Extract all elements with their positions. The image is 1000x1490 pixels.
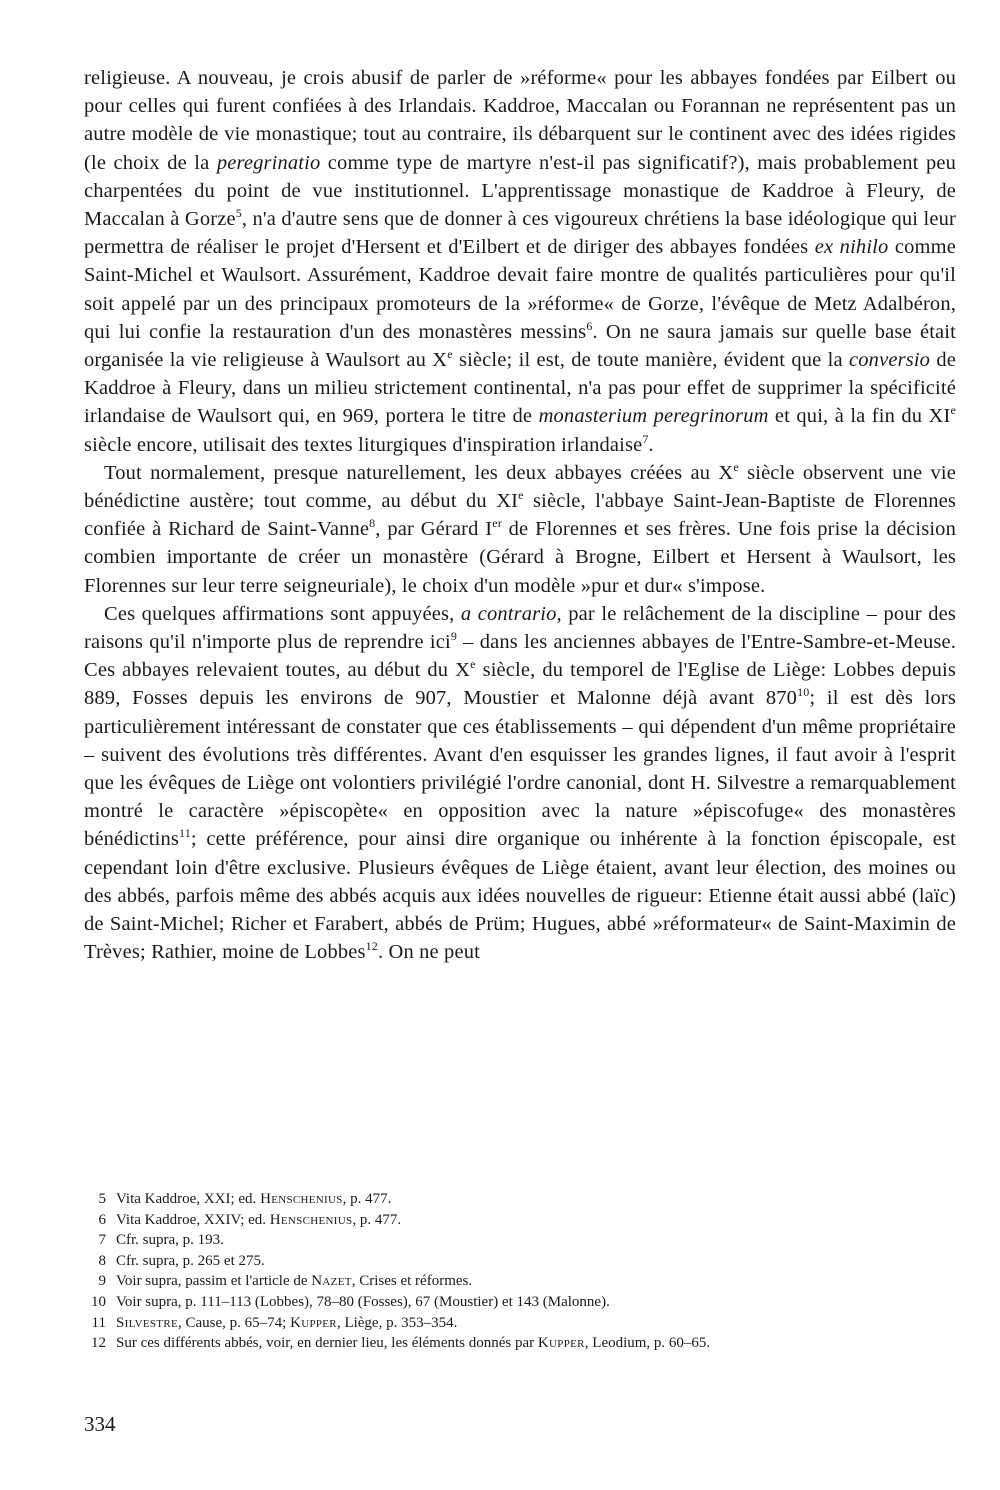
author-name: Kupper bbox=[290, 1314, 337, 1331]
author-name: Henschenius bbox=[260, 1191, 343, 1207]
footnote-text: Vita Kaddroe, XXI; ed. Henschenius, p. 477. bbox=[116, 1191, 392, 1207]
italic-term: monasterium peregrinorum bbox=[538, 405, 769, 428]
footnote-number: 12 bbox=[91, 1335, 106, 1352]
footnote-number: 7 bbox=[98, 1232, 106, 1249]
author-name: Silvestre bbox=[116, 1314, 178, 1331]
footnote-text: Sur ces différents abbés, voir, en dernier lieu, les éléments donnés par Kupper, Leodium, p. 60–65. bbox=[116, 1335, 711, 1352]
italic-term: a contrario bbox=[460, 602, 557, 625]
footnote bbox=[84, 1271, 956, 1292]
paragraph-1 bbox=[84, 64, 956, 459]
text-run: et qui, à la fin du XI bbox=[768, 405, 951, 428]
text-run: siècle, l'abbaye Saint-Jean-Baptiste de Florennes confiée à Richard de Saint-Vanne bbox=[84, 490, 956, 541]
footnote-number: 10 bbox=[91, 1293, 106, 1310]
footnote bbox=[84, 1230, 956, 1251]
text-run: – dans les anciennes abbayes de l'Entre-Sambre-et-Meuse. Ces abbayes relevaient toutes, au début du X bbox=[84, 631, 956, 682]
superscript: e bbox=[733, 460, 739, 475]
text-run: . bbox=[648, 433, 654, 456]
footnote-ref[interactable]: 5 bbox=[235, 206, 242, 221]
footnote-ref[interactable]: 6 bbox=[586, 319, 593, 333]
text-run: siècle observent une vie bénédictine austère; tout comme, au début du XI bbox=[84, 461, 956, 513]
italic-term: peregrinatio bbox=[216, 151, 321, 174]
footnotes bbox=[84, 1189, 956, 1354]
footnote-ref[interactable]: 12 bbox=[365, 939, 378, 954]
text-run: , par Gérard I bbox=[375, 518, 493, 541]
footnote bbox=[84, 1292, 956, 1313]
footnote-text: Vita Kaddroe, XXIV; ed. Henschenius, p. 477. bbox=[116, 1211, 402, 1228]
footnote-ref[interactable]: 10 bbox=[797, 685, 810, 700]
footnote-number: 8 bbox=[98, 1252, 106, 1269]
italic-term: ex nihilo bbox=[814, 236, 889, 259]
text-run: . On ne saura jamais sur quelle base était organisée la vie religieuse à Waulsort au X bbox=[84, 320, 956, 372]
footnote-text: Voir supra, p. 111–113 (Lobbes), 78–80 (Fosses), 67 (Moustier) et 143 (Malonne). bbox=[116, 1293, 610, 1310]
footnote-ref[interactable]: 11 bbox=[179, 826, 191, 841]
footnote-number: 9 bbox=[98, 1273, 106, 1290]
footnote-number: 6 bbox=[98, 1211, 106, 1228]
footnote-ref[interactable]: 8 bbox=[369, 516, 376, 531]
text-run: religieuse. A nouveau, je crois abusif de parler de »réforme« pour les abbayes fondées par Eilbert ou pour celles qui furent confiées à des Irlandais. Kaddroe, Maccalan ou Forannan ne représentent pas un autre modèle de vie monastique; tout au contraire, ils débarquent sur le continent avec des idées rigides (le choix de la bbox=[84, 67, 956, 174]
superscript: e bbox=[518, 488, 524, 503]
text-run: . On ne peut bbox=[377, 941, 480, 964]
author-name: Henschenius bbox=[269, 1211, 353, 1228]
paragraph-3 bbox=[84, 600, 956, 967]
italic-term: conversio bbox=[849, 349, 931, 372]
text-run: ; cette préférence, pour ainsi dire organique ou inhérente à la fonction épiscopale, est cependant loin d'être exclusive. Plusieurs évêques de Liège étaient, avant leur élection, des moines ou des abbés, parfois même des abbés acquis aux idées nouvelles de rigueur: Etienne était aussi abbé (laïc) de Saint-Michel; Richer et Farabert, abbés de Prüm; Hugues, abbé »réformateur« de Saint-Maximin de Trèves; Rathier, moine de Lobbes bbox=[84, 828, 956, 964]
footnote-text: Voir supra, passim et l'article de Nazet, Crises et réformes. bbox=[116, 1273, 473, 1290]
superscript: er bbox=[492, 516, 502, 531]
superscript: e bbox=[950, 403, 956, 418]
footnote-ref[interactable]: 9 bbox=[450, 629, 457, 644]
superscript: e bbox=[470, 657, 476, 672]
text-run: siècle, du temporel de l'Eglise de Liège: Lobbes depuis 889, Fosses depuis les environs de 907, Moustier et Malonne déjà avant 870 bbox=[84, 659, 956, 710]
page-number: 334 bbox=[84, 1412, 116, 1436]
author-name: Nazet bbox=[311, 1273, 352, 1290]
text-run: Tout normalement, presque naturellement, les deux abbayes créées au X bbox=[104, 461, 734, 484]
text-run: comme Saint-Michel et Waulsort. Assurément, Kaddroe devait faire montre de qualités particulières pour qu'il soit appelé par un des principaux promoteurs de la »réforme« de Gorze, l'évêque de Metz Adalbéron, qui lui confie la restauration d'un des monastères messins bbox=[84, 236, 956, 343]
text-run: siècle; il est, de toute manière, évident que la bbox=[452, 349, 850, 372]
footnote-ref[interactable]: 7 bbox=[642, 431, 649, 446]
text-run: , n'a d'autre sens que de donner à ces vigoureux chrétiens la base idéologique qui leur permettra de réaliser le projet d'Hersent et d'Eilbert et de diriger des abbayes fondées bbox=[84, 208, 956, 259]
footnote bbox=[84, 1251, 956, 1272]
text-run: comme type de martyre n'est-il pas significatif?), mais probablement peu charpentées du point de vue institutionnel. L'apprentissage monastique de Kaddroe à Fleury, de Maccalan à Gorze bbox=[84, 151, 956, 231]
superscript: e bbox=[447, 347, 453, 362]
footnote bbox=[84, 1189, 956, 1210]
footnote-number: 11 bbox=[91, 1314, 106, 1331]
footnote-text: Cfr. supra, p. 265 et 275. bbox=[116, 1252, 265, 1269]
text-run: ; il est dès lors particulièrement intéressant de constater que ces établissements – qui dépendent d'un même propriétaire – suivent des évolutions très différentes. Avant d'en esquisser les grandes lignes, il faut avoir à l'esprit que les évêques de Liège ont volontiers privilégié l'ordre canonial, dont H. Silvestre a remarquablement montré le caractère »épiscopète« en opposition avec la nature »épiscofuge« des monastères bénédictins bbox=[84, 687, 956, 851]
paragraph-2 bbox=[84, 459, 956, 600]
text-run: siècle encore, utilisait des textes liturgiques d'inspiration irlandaise bbox=[84, 433, 643, 456]
footnote-text: Cfr. supra, p. 193. bbox=[116, 1232, 224, 1249]
text-run: , par le relâchement de la discipline – pour des raisons qu'il n'importe plus de reprendre ici bbox=[84, 602, 956, 654]
body-text bbox=[84, 64, 956, 967]
footnote-text: Silvestre, Cause, p. 65–74; Kupper, Liège, p. 353–354. bbox=[116, 1314, 458, 1331]
footnote bbox=[84, 1313, 956, 1334]
footnote bbox=[84, 1333, 956, 1354]
author-name: Kupper bbox=[537, 1335, 585, 1352]
footnote bbox=[84, 1210, 956, 1231]
text-run: Ces quelques affirmations sont appuyées, bbox=[104, 602, 461, 625]
text-run: de Kaddroe à Fleury, dans un milieu strictement continental, n'a pas pour effet de supprimer la spécificité irlandaise de Waulsort qui, en 969, portera le titre de bbox=[84, 349, 956, 428]
text-run: de Florennes et ses frères. Une fois prise la décision combien importante de créer un monastère (Gérard à Brogne, Eilbert et Hersent à Waulsort, les Florennes sur leur terre seigneuriale), le choix d'un modèle »pur et dur« s'impose. bbox=[84, 518, 956, 597]
footnote-number: 5 bbox=[98, 1191, 106, 1207]
